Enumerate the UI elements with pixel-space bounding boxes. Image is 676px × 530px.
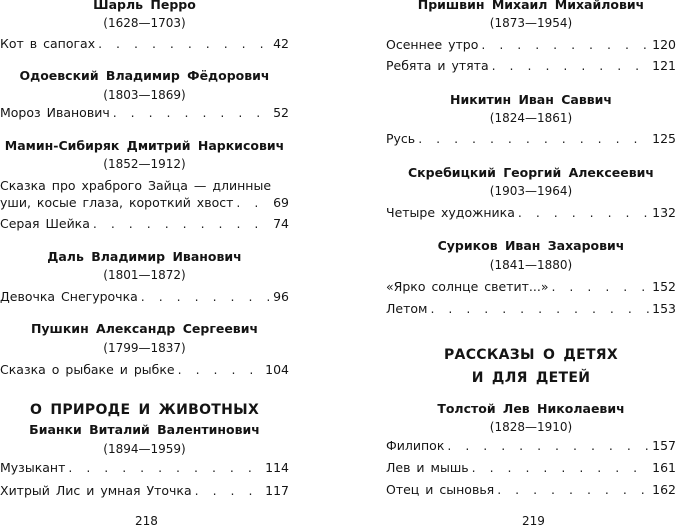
dot-leader xyxy=(178,361,263,379)
dot-leader xyxy=(418,130,649,148)
author-years: (1824—1861) xyxy=(489,111,573,125)
entry-title: Кот в сапогах xyxy=(0,36,96,51)
dot-leader xyxy=(195,482,263,500)
author-name: Мамин-Сибиряк Дмитрий Наркисович xyxy=(4,138,285,153)
toc-entry[interactable] xyxy=(0,482,289,500)
dot-leader xyxy=(141,288,270,306)
toc-entry[interactable] xyxy=(0,104,289,122)
toc-entry[interactable] xyxy=(0,361,289,379)
entry-page: 162 xyxy=(652,482,676,497)
entry-page: 52 xyxy=(273,105,289,120)
dot-leader xyxy=(93,215,270,233)
section-heading: О ПРИРОДЕ И ЖИВОТНЫХ xyxy=(29,402,260,418)
entry-title: Летом xyxy=(386,301,428,316)
author-name: Никитин Иван Саввич xyxy=(449,92,613,107)
toc-entry[interactable] xyxy=(0,459,289,477)
author-years: (1852—1912) xyxy=(103,157,186,171)
dot-leader xyxy=(492,57,650,75)
dot-leader xyxy=(497,481,649,499)
dot-leader xyxy=(98,35,270,53)
entry-title: Хитрый Лис и умная Уточка xyxy=(0,483,192,498)
entry-title: Осеннее утро xyxy=(386,37,479,52)
section-heading: И ДЛЯ ДЕТЕЙ xyxy=(471,370,591,386)
toc-entry[interactable] xyxy=(386,278,676,296)
entry-title: Девочка Снегурочка xyxy=(0,289,138,304)
dot-leader xyxy=(68,459,262,477)
entry-title: Сказка о рыбаке и рыбке xyxy=(0,362,175,377)
entry-title: Серая Шейка xyxy=(0,216,90,231)
entry-page: 120 xyxy=(652,37,676,52)
toc-entry[interactable] xyxy=(386,36,676,54)
dot-leader xyxy=(472,459,650,477)
dot-leader xyxy=(551,278,649,296)
entry-page: 121 xyxy=(652,58,676,73)
dot-leader xyxy=(236,194,270,212)
entry-title: Ребята и утята xyxy=(386,58,489,73)
author-years: (1873—1954) xyxy=(489,16,573,30)
entry-page: 74 xyxy=(273,216,289,231)
dot-leader xyxy=(518,204,649,222)
toc-entry[interactable] xyxy=(386,481,676,499)
author-name: Пушкин Александр Сергеевич xyxy=(30,321,259,336)
page-number: 219 xyxy=(522,514,545,528)
author-years: (1803—1869) xyxy=(103,88,186,102)
toc-entry[interactable] xyxy=(386,130,676,148)
entry-title: Русь xyxy=(386,131,416,146)
author-name: Скребицкий Георгий Алексеевич xyxy=(408,165,654,180)
author-years: (1841—1880) xyxy=(489,258,573,272)
entry-title: уши, косые глаза, короткий хвост xyxy=(0,195,234,210)
entry-page: 96 xyxy=(273,289,289,304)
entry-title: Музыкант xyxy=(0,460,66,475)
toc-entry[interactable] xyxy=(0,35,289,53)
dot-leader xyxy=(447,437,649,455)
toc-entry[interactable] xyxy=(386,57,676,75)
author-name: Бианки Виталий Валентинович xyxy=(29,422,260,437)
entry-page: 104 xyxy=(265,362,289,377)
entry-page: 69 xyxy=(273,195,289,210)
author-years: (1628—1703) xyxy=(103,16,186,30)
author-years: (1828—1910) xyxy=(489,420,573,434)
toc-entry[interactable] xyxy=(0,288,289,306)
entry-title-line[interactable]: Сказка про храброго Зайца — длинные xyxy=(0,178,272,193)
author-years: (1894—1959) xyxy=(103,442,186,456)
entry-title: Четыре художника xyxy=(386,205,515,220)
toc-entry[interactable] xyxy=(386,437,676,455)
entry-title: Отец и сыновья xyxy=(386,482,495,497)
author-years: (1903—1964) xyxy=(489,184,573,198)
entry-title: Филипок xyxy=(386,438,445,453)
toc-entry[interactable] xyxy=(386,204,676,222)
author-name: Толстой Лев Николаевич xyxy=(437,401,625,416)
entry-title: «Ярко солнце светит...» xyxy=(386,279,549,294)
entry-page: 152 xyxy=(652,279,676,294)
entry-page: 157 xyxy=(652,438,676,453)
entry-page: 114 xyxy=(265,460,289,475)
author-name: Одоевский Владимир Фёдорович xyxy=(19,68,270,83)
entry-page: 125 xyxy=(652,131,676,146)
author-name: Даль Владимир Иванович xyxy=(47,249,242,264)
dot-leader xyxy=(481,36,649,54)
dot-leader xyxy=(113,104,270,122)
dot-leader xyxy=(430,300,649,318)
entry-page: 42 xyxy=(273,36,289,51)
entry-page: 153 xyxy=(652,301,676,316)
entry-page: 117 xyxy=(265,483,289,498)
author-years: (1801—1872) xyxy=(103,268,186,282)
author-name: Пришвин Михаил Михайлович xyxy=(417,0,645,12)
entry-page: 161 xyxy=(652,460,676,475)
author-name: Шарль Перро xyxy=(93,0,196,12)
toc-entry[interactable] xyxy=(386,459,676,477)
toc-entry[interactable] xyxy=(0,194,289,212)
entry-title: Мороз Иванович xyxy=(0,105,110,120)
author-years: (1799—1837) xyxy=(103,341,186,355)
author-name: Суриков Иван Захарович xyxy=(437,238,625,253)
section-heading: РАССКАЗЫ О ДЕТЯХ xyxy=(444,347,618,363)
entry-title: Лев и мышь xyxy=(386,460,469,475)
entry-page: 132 xyxy=(652,205,676,220)
toc-entry[interactable] xyxy=(0,215,289,233)
page-number: 218 xyxy=(135,514,158,528)
toc-entry[interactable] xyxy=(386,300,676,318)
